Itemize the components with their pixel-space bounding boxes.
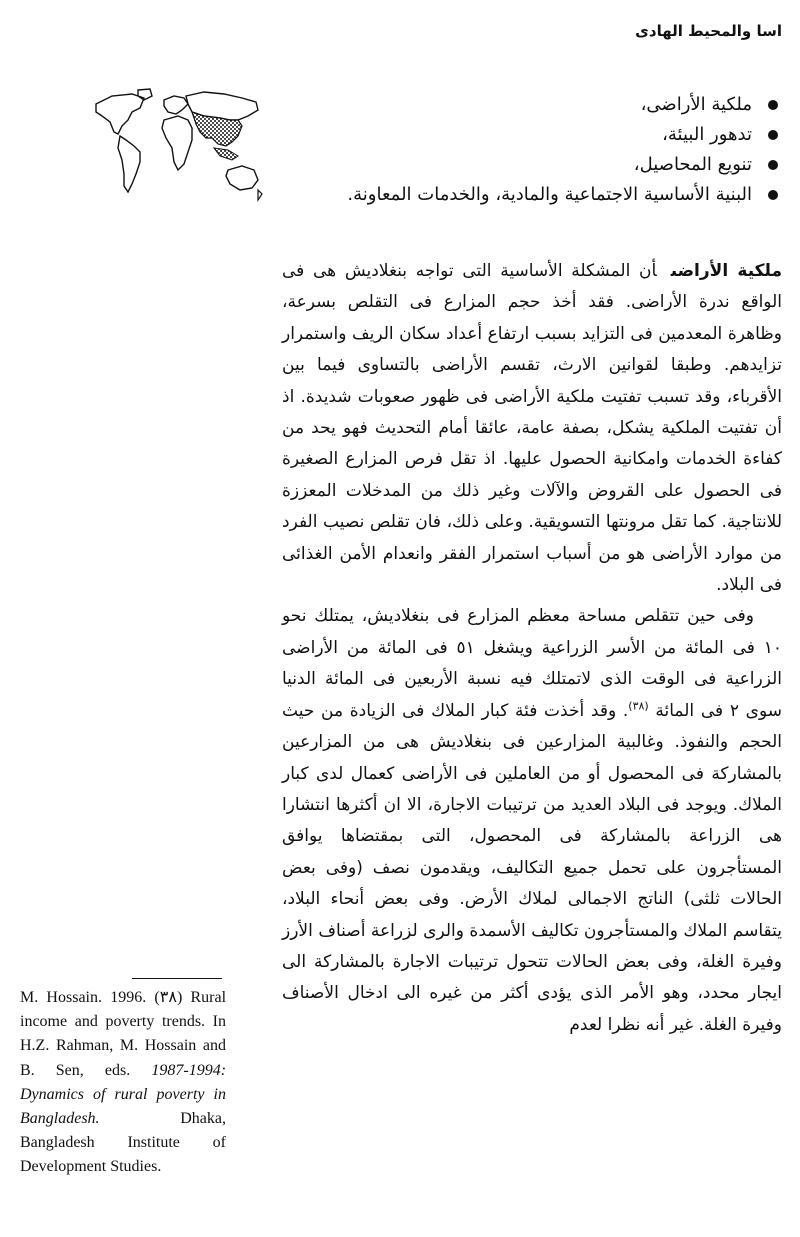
- bullet-dot-icon: [768, 130, 778, 140]
- section-heading-land-ownership: ملكية الأراضى: [670, 261, 782, 281]
- australia-shape: [226, 166, 258, 190]
- bullet-dot-icon: [768, 160, 778, 170]
- world-map-asia-pacific-highlight: [92, 86, 264, 232]
- footnote-number: (٣٨): [154, 989, 183, 1006]
- asia-pacific-region-highlight: [192, 112, 242, 146]
- bullet-item: ملكية الأراضى،: [282, 90, 782, 120]
- bullet-dot-icon: [768, 100, 778, 110]
- footnote-divider: [132, 978, 222, 979]
- greenland-shape: [138, 89, 152, 100]
- footnote-text-b: Dhaka, Bangladesh Institute of Development Studies.: [20, 1110, 226, 1176]
- new-zealand-shape: [258, 190, 262, 200]
- north-america-shape: [96, 94, 144, 134]
- land-distribution-paragraph: [282, 601, 782, 1041]
- bullet-item: البنية الأساسية الاجتماعية والمادية، والخدمات المعاونة.: [282, 180, 782, 210]
- main-text-column: [282, 256, 782, 1041]
- paragraph-text-part-2: . وقد أخذت فئة كبار الملاك فى الزيادة من حيث الحجم والنفوذ. وغالبية المزارعين فى بنغلاديش هى من المزارعين بالمشاركة فى المحصول أو من العاملين فى الأراضى كعمال لدى كبار الملاك. ويوجد فى البلاد العديد من ترتيبات الاجارة، الا ان أكثرها انتشارا هى الزراعة بالمشاركة فى المحصول، التى بمقتضاها يوافق المستأجرون على تحمل جميع التكاليف، ويقدمون نصف (وفى بعض الحالات ثلثى) الناتج الاجمالى لملاك الأرض. وفى بعض أنحاء البلاد، يتقاسم الملاك والمستأجرون تكاليف الأسمدة والرى لزراعة أصناف الأرز وفيرة الغلة، وفى بعض الحالات تتحول ترتيبات الاجارة بالمشاركة الى ايجار محدد، وهو الأمر الذى يؤدى أكثر من غيره الى ادخال الأصناف وفيرة الغلة. غير أنه نظرا لعدم: [282, 700, 782, 1035]
- footnote-text-a: Rural income and poverty trends. In H.Z. Rahman, M. Hossain and B. Sen, eds.: [20, 989, 227, 1079]
- land-ownership-paragraph: [282, 256, 782, 601]
- footnote-italic-title: 1987-1994: Dynamics of rural poverty in Bangladesh.: [20, 1061, 227, 1128]
- europe-shape: [164, 96, 188, 114]
- southeast-asia-islands-highlight: [214, 148, 238, 160]
- footnote-reference-38[interactable]: (٣٨): [628, 699, 649, 713]
- footnote-38: [20, 986, 226, 1180]
- bullet-item: تنويع المحاصيل،: [282, 150, 782, 180]
- bullet-item: تدهور البيئة،: [282, 120, 782, 150]
- paragraph-text-part-1: وفى حين تتقلص مساحة معظم المزارع فى بنغلاديش، يمتلك نحو ١٠ فى المائة من الأسر الزراعية ويشغل ٥١ فى المائة من الأراضى الزراعية فى الوقت الذى لاتمتلك فيه نسبة الأربعين فى المائة الدنيا سوى ٢ فى المائة: [282, 606, 782, 721]
- south-america-shape: [118, 136, 140, 192]
- topic-bullet-list: [282, 90, 782, 210]
- paragraph-text: أن المشكلة الأساسية التى تواجه بنغلاديش هى فى الواقع ندرة الأراضى. فقد أخذ حجم المزارع فى التقلص بسرعة، وظاهرة المعدمين فى التزايد بسبب ارتفاع أعداد سكان الريف واستمرار تزايدهم. وطبقا لقوانين الارث، تقسم الأراضى بالتساوى فيما بين الأقرباء، وقد تسبب تفتيت ملكية الأراضى فى ظهور صعوبات شديدة. اذ أن تفتيت الملكية يشكل، بصفة عامة، عائقا أمام التحديث فهو يحد من كفاءة الخدمات وامكانية الحصول عليها. اذ تقل فرص المزارع الصغيرة فى الحصول على القروض والآلات وغير ذلك من المدخلات المعززة للانتاجية. كما تقل مرونتها التسويقية. وعلى ذلك، فان تقلص نصيب الفرد من موارد الأراضى هو من أسباب استمرار الفقر وانعدام الأمن الغذائى فى البلاد.: [282, 261, 782, 596]
- running-header: اسا والمحيط الهادى: [635, 22, 782, 40]
- footnote-author-year: M. Hossain. 1996.: [20, 989, 147, 1006]
- bullet-dot-icon: [768, 190, 778, 200]
- africa-shape: [162, 116, 192, 170]
